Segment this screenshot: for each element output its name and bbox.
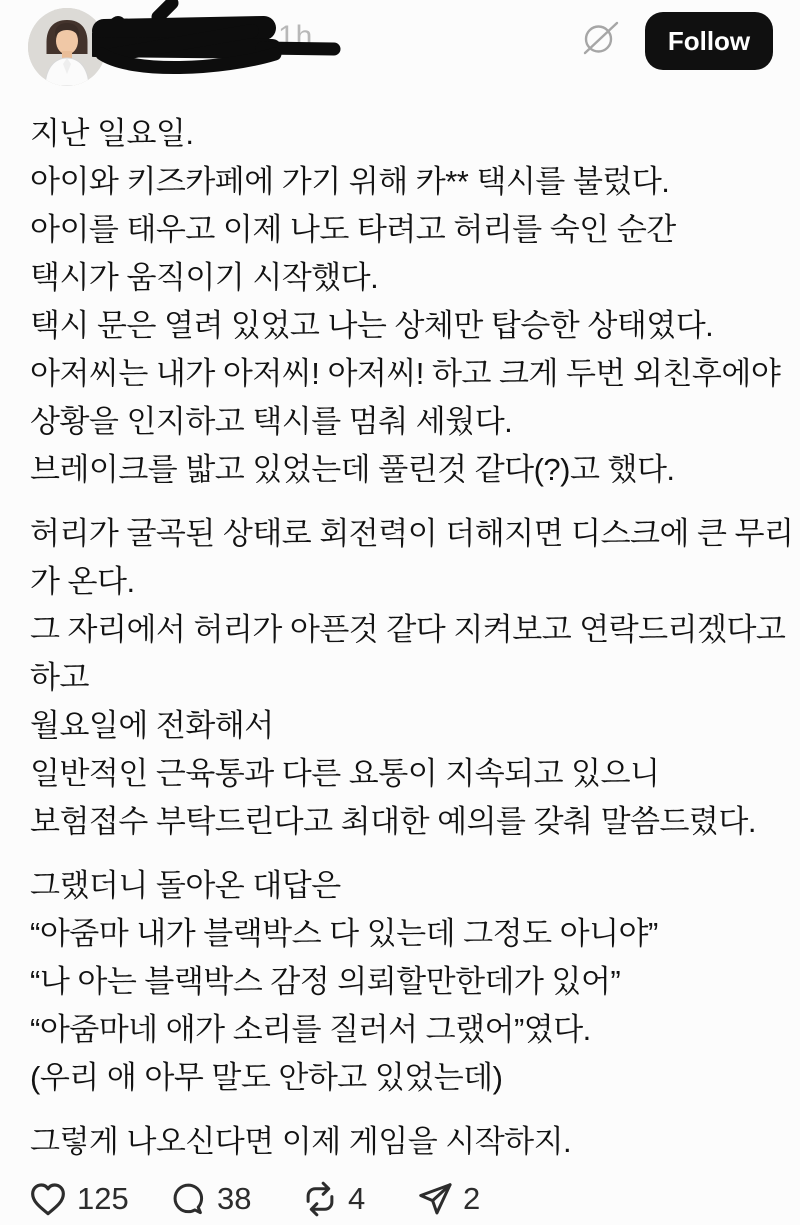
post-text-line: (우리 애 아무 말도 안하고 있었는데) [30,1060,503,1095]
post-text-line: “아줌마 내가 블랙박스 다 있는데 그정도 아니야” [30,916,658,951]
redaction-scribble [92,0,452,92]
post-text-line: 그랬더니 돌아온 대답은 [30,868,341,903]
share-button[interactable] [416,1176,480,1222]
post-text-line: “아줌마네 애가 소리를 질러서 그랬어”였다. [30,1012,591,1047]
post-text-line: 허리가 굴곡된 상태로 회전력이 더해지면 디스크에 큰 무리 [30,516,794,551]
post-text-line: 하고 [30,660,89,695]
post-text-line: 그 자리에서 허리가 아픈것 같다 지켜보고 연락드리겠다고 [30,612,786,647]
like-button[interactable] [28,1176,129,1222]
post-text-line: “나 아는 블랙박스 감정 의뢰할만한데가 있어” [30,964,621,999]
post-text-line: 택시가 움직이기 시작했다. [30,260,379,295]
reply-button[interactable] [170,1176,251,1222]
fediverse-icon[interactable] [581,18,621,58]
post-text-line: 일반적인 근육통과 다른 요통이 지속되고 있으니 [30,756,660,791]
post-paragraph [30,110,781,494]
post-text-line: 보험접수 부탁드린다고 최대한 예의를 갖춰 말씀드렸다. [30,804,756,839]
post-text-line: 가 온다. [30,564,135,599]
post-text-line: 월요일에 전화해서 [30,708,274,743]
post-text-line: 택시 문은 열려 있었고 나는 상체만 탑승한 상태였다. [30,308,714,343]
post-text-line: 아이를 태우고 이제 나도 타려고 허리를 숙인 순간 [30,212,676,247]
post-paragraph [30,862,772,1102]
post-header [0,0,800,100]
timestamp: 1h [278,20,314,53]
follow-button[interactable]: Follow [645,12,773,70]
post-paragraph [30,1118,772,1166]
post-text-line: 상황을 인지하고 택시를 멈춰 세웠다. [30,404,513,439]
repost-count: 4 [348,1181,366,1216]
post-text-line: 아저씨는 내가 아저씨! 아저씨! 하고 크게 두번 외친후에야 [30,356,781,391]
share-count: 2 [463,1181,481,1216]
post-body [0,100,800,1166]
post-text-line: 그렇게 나오신다면 이제 게임을 시작하지. [30,1124,572,1159]
repost-icon [301,1180,339,1218]
speech-bubble-icon [170,1180,208,1218]
paper-plane-icon [416,1180,454,1218]
post-text-line: 아이와 키즈카페에 가기 위해 카** 택시를 불렀다. [30,164,670,199]
reply-count: 38 [217,1181,252,1216]
like-count: 125 [77,1181,129,1216]
post-text-line: 지난 일요일. [30,116,194,151]
repost-button[interactable] [301,1176,365,1222]
engagement-bar [0,1176,800,1222]
heart-icon [28,1179,68,1219]
post-text-line: 브레이크를 밟고 있었는데 풀린것 같다(?)고 했다. [30,452,675,487]
post-paragraph [30,510,794,846]
